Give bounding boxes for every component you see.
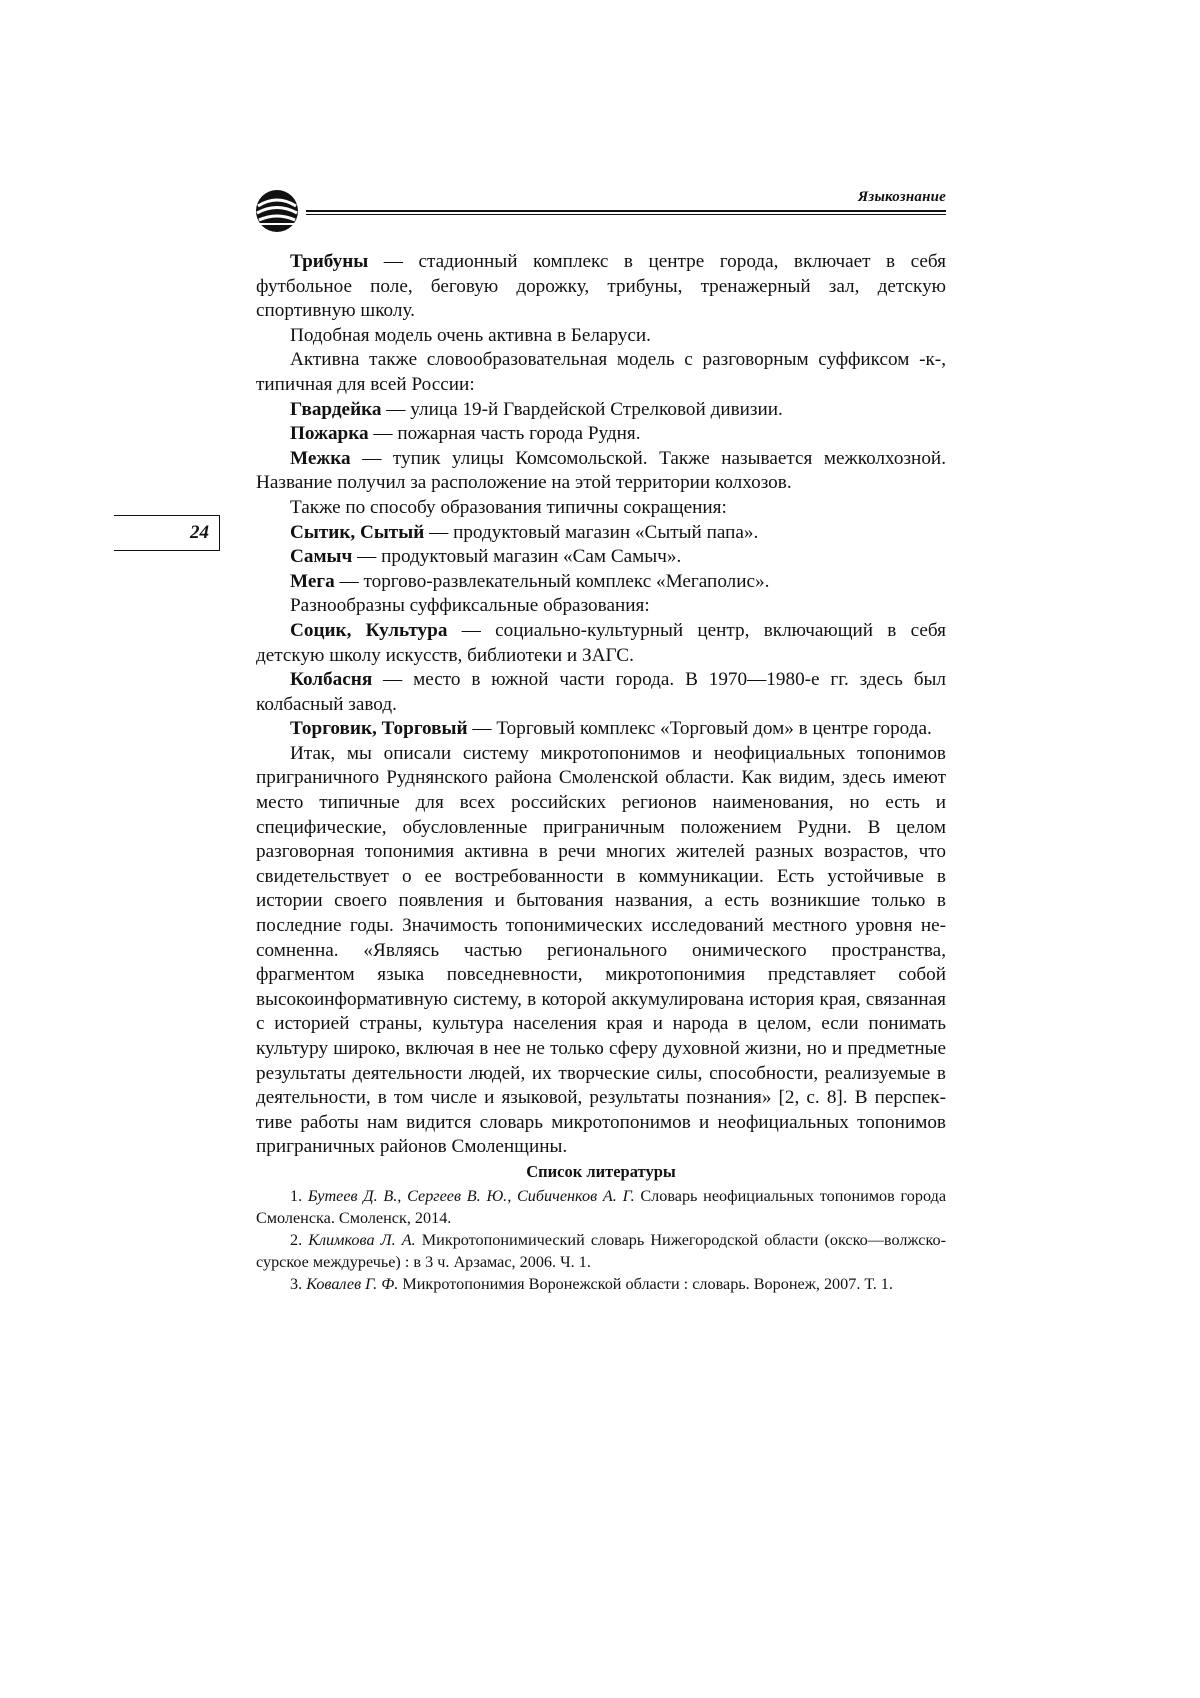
- page-number-box: [114, 515, 220, 551]
- reference-item: [256, 1229, 946, 1273]
- references-title: Список литературы: [526, 1161, 676, 1181]
- reference-item: [256, 1273, 946, 1295]
- reference-number: 1.: [290, 1186, 308, 1205]
- reference-item: [256, 1185, 946, 1229]
- paragraph-text: — стадионный комплекс в центре города, включает в себя футбольное поле, беговую дорожку, трибуны, тренажерный зал, детскую спортивную школу.: [256, 251, 946, 322]
- paragraph: [256, 594, 946, 619]
- term: Пожарка: [290, 423, 369, 445]
- paragraph-text: Подобная модель очень активна в Беларуси.: [290, 324, 651, 346]
- paragraph-text: Разнообразны суффиксальные образования:: [290, 595, 650, 617]
- term: Самыч: [290, 546, 353, 568]
- paragraph: [256, 570, 946, 595]
- paragraph: [256, 250, 946, 324]
- term: Трибуны: [290, 251, 369, 272]
- paragraph-text: Также по способу образования типичны сокращения:: [290, 496, 727, 518]
- paragraph: [256, 324, 946, 349]
- term: Торговик, Торговый: [290, 718, 468, 740]
- paragraph-text: Итак, мы описали систему микротопонимов и неофициальных топонимов приграничного Руднянского района Смоленской области. Как видим, здесь имеют место типичные для всех российских регионов наименования, но есть и специфические, обусловленные приграничным положением Рудни. В целом разговорная топонимия активна в речи многих жителей разных возрастов, что свидетельствует о ее востребованности в коммуникации. Есть устойчивые в истории своего появления и бытования названия, а есть возникшие только в последние годы. Значимость топонимических исследований местного уровня несомненна. «Являясь частью регионального онимического пространства, фрагментом языка повседневности, микротопонимия представляет собой высокоинформативную систему, в которой аккумулирована история края, связанная с историей страны, культура населения края и народа в целом, если понимать культуру широко, включая в нее не только сферу духовной жизни, но и предметные результаты деятельности людей, их творческие силы, способности, реализуемые в деятельности, в том числе и языковой, результаты познания» [2, с. 8]. В перспективе работы нам видится словарь микротопонимов и неофициальных топонимов приграничных районов Смоленщины.: [256, 742, 946, 1158]
- paragraph-text: — продуктовый магазин «Сытый папа».: [424, 521, 759, 543]
- paragraph-text: — продуктовый магазин «Сам Самыч».: [352, 546, 682, 568]
- paragraph-text: — место в южной части города. В 1970—1980-е гг. здесь был колбасный завод.: [256, 669, 946, 715]
- paragraph: [256, 668, 946, 717]
- paragraph: [256, 422, 946, 447]
- term: Мега: [290, 570, 335, 592]
- journal-logo-icon: [254, 188, 300, 234]
- term: Сытик, Сытый: [290, 521, 425, 543]
- page-number: 24: [190, 522, 209, 543]
- paragraph-text: — тупик улицы Комсомольской. Также называется межколхозной. Название получил за расположение на этой территории колхозов.: [256, 447, 946, 494]
- paragraph: [256, 521, 946, 546]
- paragraph-text: — социально-культурный центр, включающий в себя детскую школу искусств, библиотеки и ЗАГС.: [256, 619, 946, 666]
- paragraph-text: Активна также словообразовательная модель с разговорным суффиксом -к-, типичная для всей России:: [256, 349, 946, 395]
- paragraph: [256, 447, 946, 496]
- references-list: [256, 1185, 946, 1295]
- reference-authors: Климкова Л. А.: [308, 1230, 416, 1249]
- reference-text: Микротопонимический словарь Нижегородской области (окско—волжско-сурское междуречье) : в 3 ч. Арзамас, 2006. Ч. 1.: [256, 1230, 947, 1271]
- term: Социк, Культура: [290, 619, 448, 641]
- term: Гвардейка: [290, 398, 382, 420]
- term: Межка: [290, 447, 351, 469]
- paragraph: [256, 545, 946, 570]
- term: Колбасня: [290, 669, 373, 691]
- paragraph-text: — пожарная часть города Рудня.: [368, 423, 641, 445]
- reference-number: 2.: [290, 1230, 309, 1249]
- header-rule: [306, 210, 946, 215]
- reference-text: Словарь неофициальных топонимов города Смоленска. Смоленск, 2014.: [256, 1186, 947, 1227]
- paragraph: [256, 348, 946, 397]
- reference-authors: Бутеев Д. В., Сергеев В. Ю., Сибиченков А. Г.: [307, 1186, 635, 1205]
- article-body: [256, 250, 946, 1295]
- paragraph: [256, 398, 946, 423]
- paragraph-text: — Торговый комплекс «Торговый дом» в центре города.: [467, 718, 932, 740]
- reference-number: 3.: [290, 1274, 307, 1293]
- reference-authors: Ковалев Г. Ф.: [306, 1274, 399, 1293]
- paragraph: [256, 717, 946, 742]
- paragraph: [256, 742, 946, 1160]
- reference-text: Микротопонимия Воронежской области : словарь. Воронеж, 2007. Т. 1.: [398, 1274, 893, 1293]
- paragraph-text: — улица 19-й Гвардейской Стрелковой дивизии.: [381, 398, 783, 420]
- paragraph: [256, 619, 946, 668]
- paragraph-text: — торгово-развлекательный комплекс «Мегаполис».: [334, 570, 770, 592]
- paragraph: [256, 496, 946, 521]
- running-title: Языкознание: [857, 189, 946, 205]
